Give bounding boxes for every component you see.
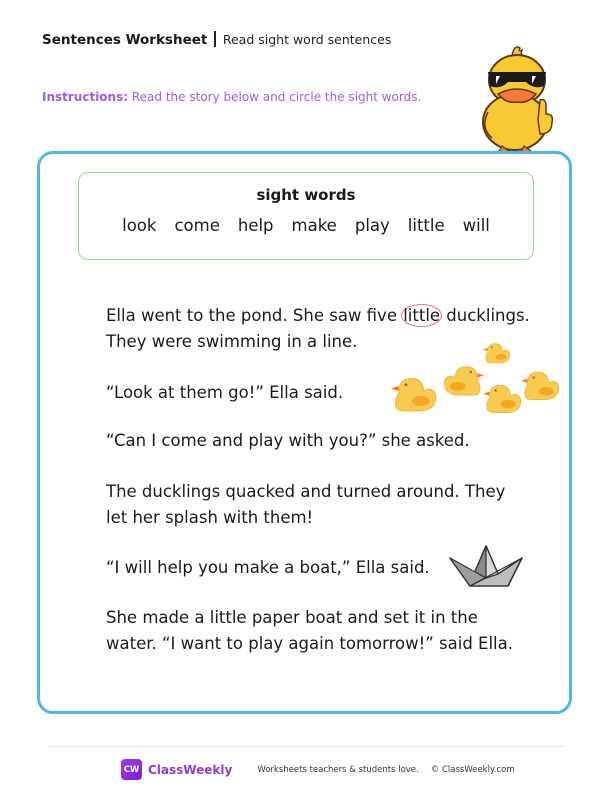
footer xyxy=(121,759,515,780)
story-line: water. “I want to play again tomorrow!” said Ella. xyxy=(106,634,513,653)
sight-word: come xyxy=(174,216,220,235)
story-line: “Look at them go!” Ella said. xyxy=(106,383,344,402)
header-divider xyxy=(214,31,216,47)
story-line: The ducklings quacked and turned around. They xyxy=(106,482,506,501)
story-line: She made a little paper boat and set it in the xyxy=(106,608,478,627)
worksheet-header xyxy=(42,31,391,48)
footer-copyright: © ClassWeekly.com xyxy=(430,764,515,775)
sight-word: play xyxy=(354,216,390,235)
paper-boat-icon xyxy=(448,544,523,590)
story-text-segment: ducklings. xyxy=(441,306,530,325)
sight-word: look xyxy=(122,216,157,235)
story-line xyxy=(106,303,530,329)
instructions xyxy=(42,90,421,104)
sight-word: will xyxy=(462,216,490,235)
story-line: “Can I come and play with you?” she asked. xyxy=(106,431,470,450)
duck-mascot-icon xyxy=(468,42,566,154)
sight-words-list xyxy=(79,216,533,235)
footer-tagline: Worksheets teachers & students love. xyxy=(257,764,419,775)
instructions-label: Instructions: xyxy=(42,90,129,104)
story-line: They were swimming in a line. xyxy=(106,332,358,351)
worksheet-title: Sentences Worksheet xyxy=(42,32,208,48)
story-line: “I will help you make a boat,” Ella said. xyxy=(106,558,430,577)
sight-word: make xyxy=(291,216,337,235)
sight-word: help xyxy=(237,216,274,235)
instructions-text: Read the story below and circle the sight words. xyxy=(128,90,422,104)
classweekly-logo-icon: CW xyxy=(121,759,142,780)
worksheet-subtitle: Read sight word sentences xyxy=(222,32,392,47)
sight-words-box xyxy=(78,172,534,260)
sight-words-title: sight words xyxy=(256,186,356,204)
sight-word: little xyxy=(407,216,445,235)
story-text-segment: Ella went to the pond. She saw five xyxy=(106,306,403,325)
ducklings-icon xyxy=(386,342,561,417)
story-line: let her splash with them! xyxy=(106,508,314,527)
circled-sight-word[interactable]: little xyxy=(403,306,441,325)
footer-divider xyxy=(48,746,564,747)
brand-name[interactable]: ClassWeekly xyxy=(148,762,233,777)
